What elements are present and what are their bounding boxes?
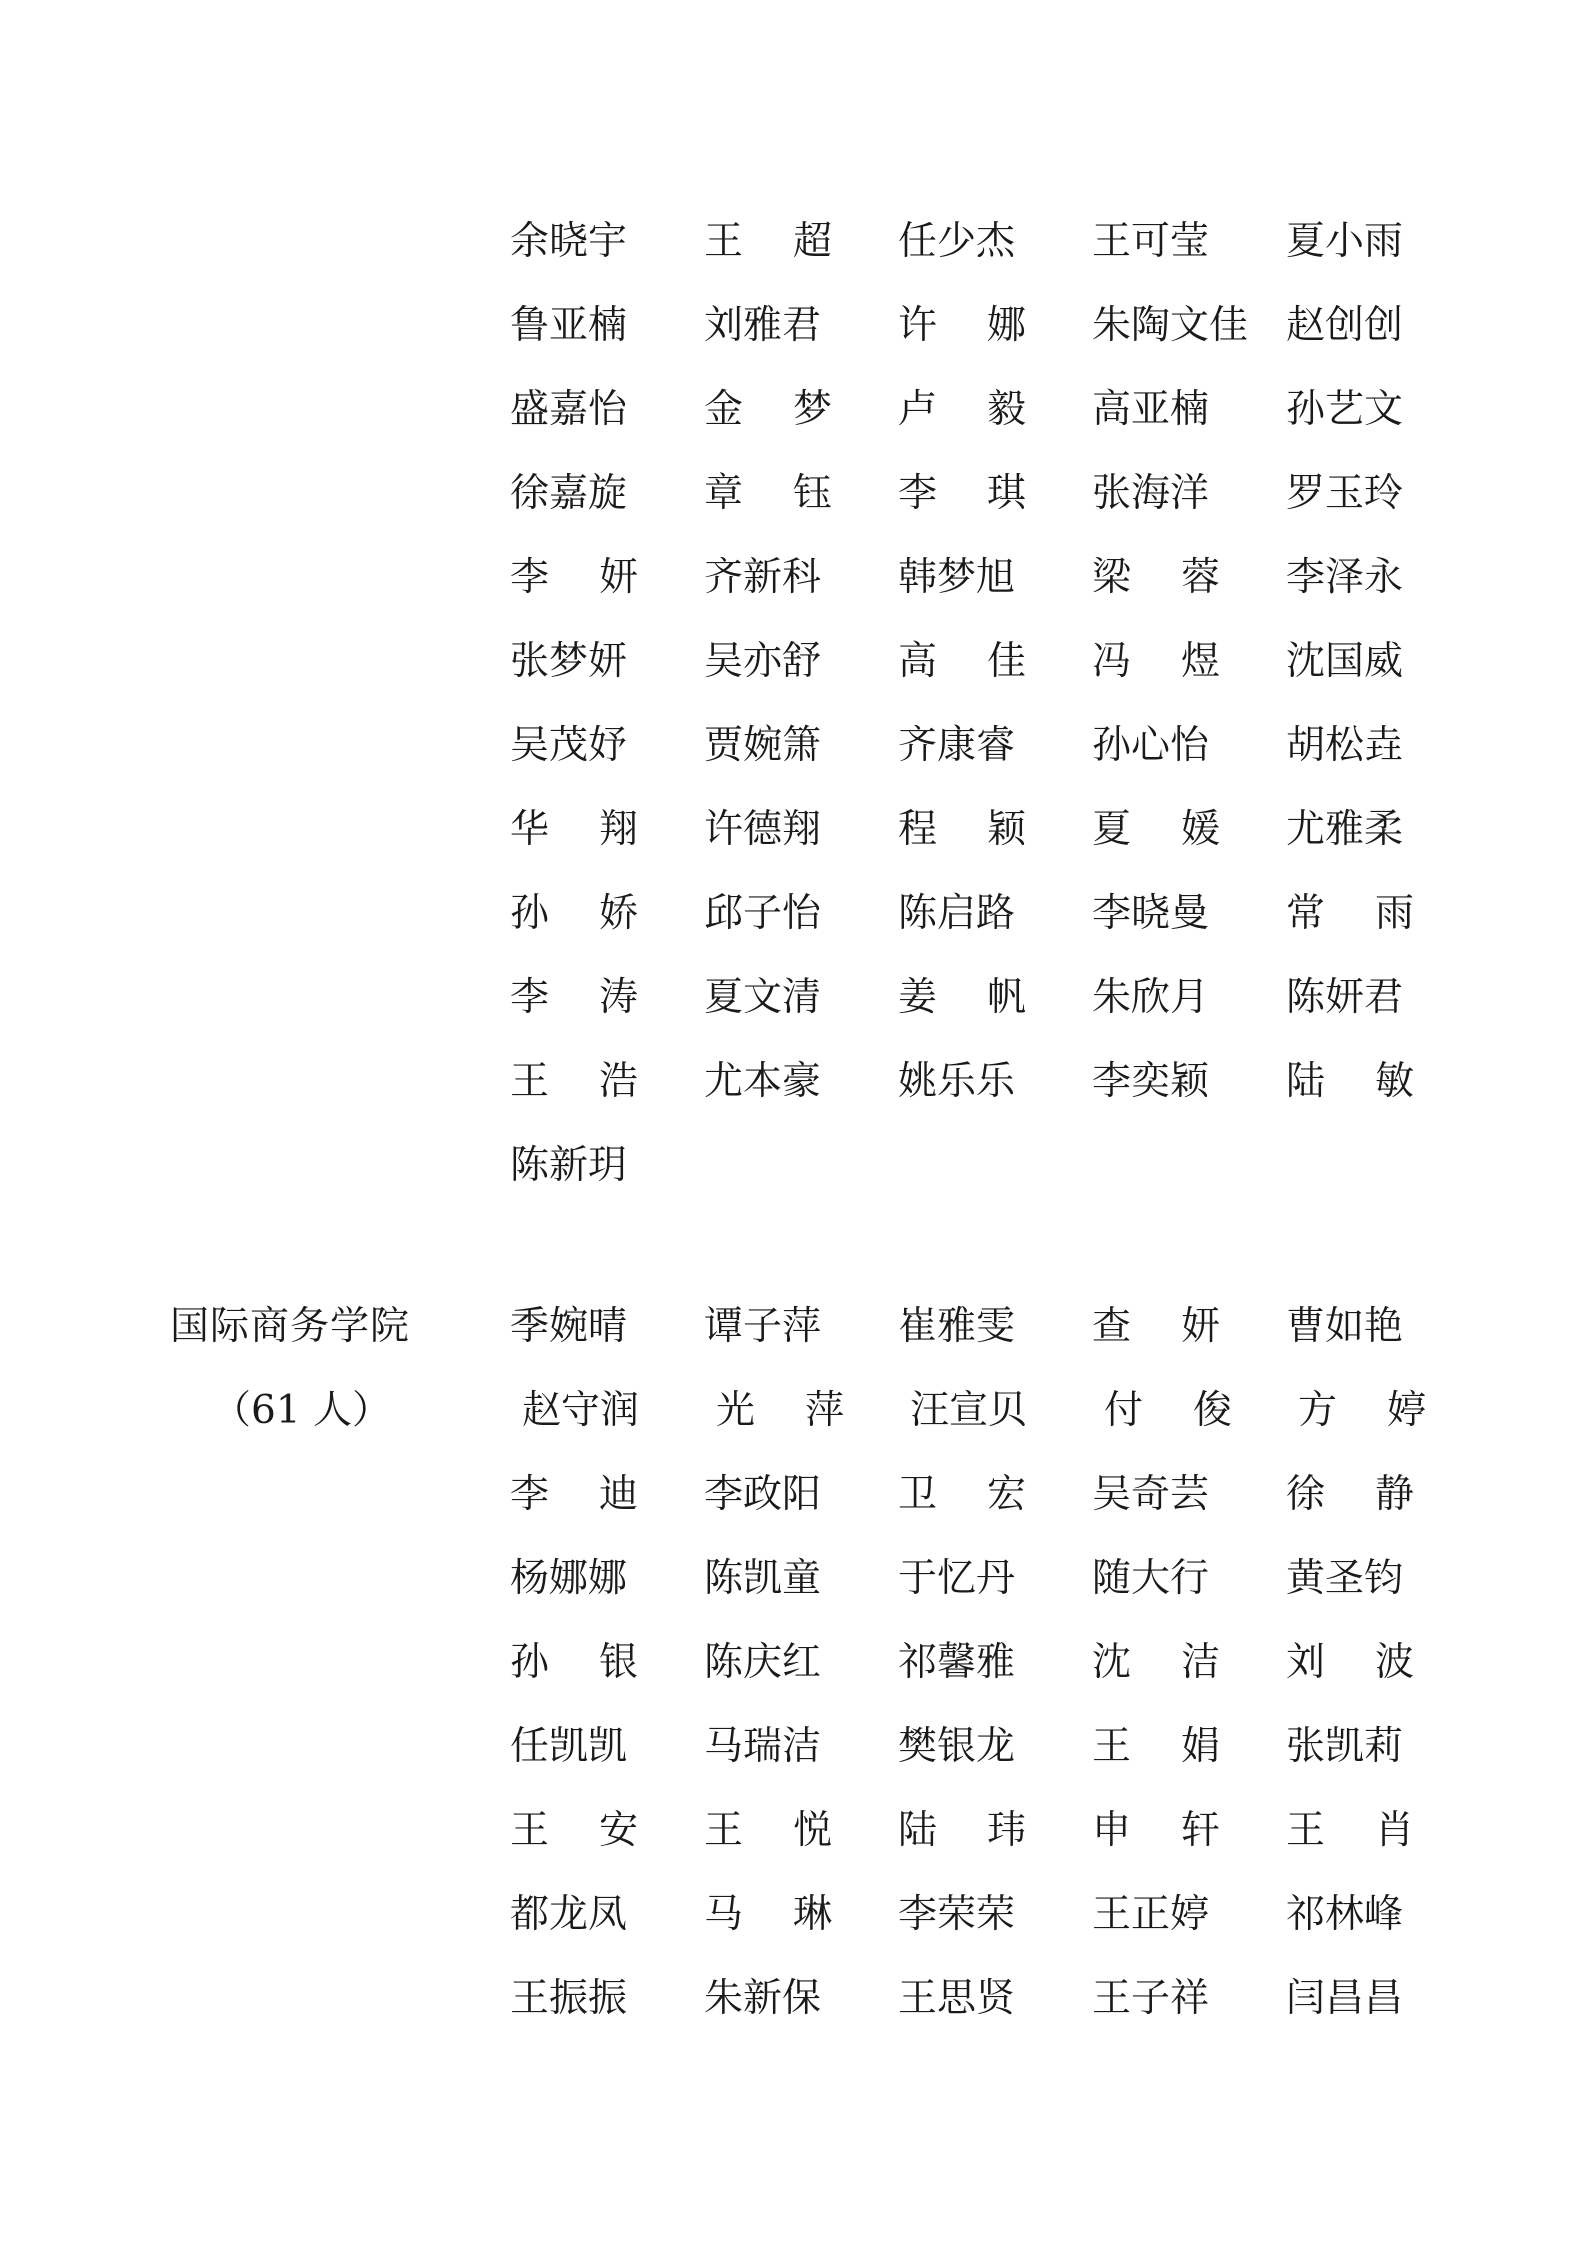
name-row [510, 1537, 1510, 1621]
person-name: 尤本豪 [704, 1059, 822, 1104]
name-row [510, 200, 1510, 284]
person-name: 赵创创 [1286, 303, 1404, 348]
person-name: 李政阳 [704, 1472, 822, 1517]
person-name: 王可莹 [1092, 219, 1210, 264]
person-name: 李妍 [510, 555, 689, 600]
person-name: 余晓宇 [510, 219, 628, 264]
person-name: 高亚楠 [1092, 387, 1210, 432]
person-name: 王安 [510, 1808, 689, 1853]
name-row [510, 1369, 1510, 1453]
person-name: 王悦 [704, 1808, 883, 1853]
person-name: 任少杰 [898, 219, 1016, 264]
name-row [510, 1040, 1510, 1124]
person-name: 王肖 [1286, 1808, 1465, 1853]
person-name: 李涛 [510, 975, 689, 1020]
person-name: 查妍 [1092, 1304, 1271, 1349]
person-name: 王思贤 [898, 1976, 1016, 2021]
name-row [510, 1124, 1510, 1208]
person-name: 付俊 [1104, 1388, 1283, 1433]
person-name: 朱陶文佳 [1092, 303, 1249, 348]
name-row [510, 1453, 1510, 1537]
person-name: 孙娇 [510, 891, 689, 936]
person-name: 章钰 [704, 471, 883, 516]
person-name: 朱新保 [704, 1976, 822, 2021]
person-name: 金梦 [704, 387, 883, 432]
person-name: 孙心怡 [1092, 723, 1210, 768]
person-name: 王子祥 [1092, 1976, 1210, 2021]
person-name: 刘波 [1286, 1640, 1465, 1685]
person-name: 马琳 [704, 1892, 883, 1937]
name-row [510, 1873, 1510, 1957]
person-name: 徐静 [1286, 1472, 1465, 1517]
person-name: 卢毅 [898, 387, 1077, 432]
person-name: 李荣荣 [898, 1892, 1016, 1937]
person-name: 都龙凤 [510, 1892, 628, 1937]
person-name: 随大行 [1092, 1556, 1210, 1601]
person-name: 闫昌昌 [1286, 1976, 1404, 2021]
person-name: 齐新科 [704, 555, 822, 600]
person-name: 姚乐乐 [898, 1059, 1016, 1104]
person-name: 华翔 [510, 807, 689, 852]
name-row [510, 536, 1510, 620]
person-name: 张梦妍 [510, 639, 628, 684]
college-count: （61 人） [212, 1388, 392, 1433]
person-name: 李晓曼 [1092, 891, 1210, 936]
person-name: 陆敏 [1286, 1059, 1465, 1104]
person-name: 夏小雨 [1286, 219, 1404, 264]
person-name: 尤雅柔 [1286, 807, 1404, 852]
person-name: 谭子萍 [704, 1304, 822, 1349]
person-name: 孙艺文 [1286, 387, 1404, 432]
person-name: 胡松垚 [1286, 723, 1404, 768]
person-name: 鲁亚楠 [510, 303, 628, 348]
person-name: 冯煜 [1092, 639, 1271, 684]
person-name: 张海洋 [1092, 471, 1210, 516]
person-name: 陈新玥 [510, 1143, 628, 1188]
person-name: 孙银 [510, 1640, 689, 1685]
person-name: 李琪 [898, 471, 1077, 516]
person-name: 任凯凯 [510, 1724, 628, 1769]
person-name: 沈国威 [1286, 639, 1404, 684]
person-name: 徐嘉旋 [510, 471, 628, 516]
name-row [510, 284, 1510, 368]
person-name: 崔雅雯 [898, 1304, 1016, 1349]
person-name: 吴亦舒 [704, 639, 822, 684]
name-row [510, 704, 1510, 788]
person-name: 陈凯童 [704, 1556, 822, 1601]
person-name: 李泽永 [1286, 555, 1404, 600]
name-row [510, 872, 1510, 956]
person-name: 卫宏 [898, 1472, 1077, 1517]
person-name: 王娟 [1092, 1724, 1271, 1769]
person-name: 祁林峰 [1286, 1892, 1404, 1937]
person-name: 樊银龙 [898, 1724, 1016, 1769]
name-row [510, 1957, 1510, 2041]
college-name: 国际商务学院 [170, 1304, 411, 1349]
name-row [510, 1621, 1510, 1705]
person-name: 张凯莉 [1286, 1724, 1404, 1769]
name-list-top [510, 200, 1510, 1208]
person-name: 马瑞洁 [704, 1724, 822, 1769]
name-row [510, 788, 1510, 872]
person-name: 陈启路 [898, 891, 1016, 936]
college-label [170, 1285, 430, 1453]
name-row [510, 1705, 1510, 1789]
person-name: 汪宣贝 [910, 1388, 1028, 1433]
person-name: 申轩 [1092, 1808, 1271, 1853]
person-name: 光萍 [716, 1388, 895, 1433]
person-name: 韩梦旭 [898, 555, 1016, 600]
person-name: 高佳 [898, 639, 1077, 684]
name-row [510, 1789, 1510, 1873]
person-name: 邱子怡 [704, 891, 822, 936]
name-row [510, 1285, 1510, 1369]
person-name: 方婷 [1298, 1388, 1477, 1433]
person-name: 陈庆红 [704, 1640, 822, 1685]
person-name: 罗玉玲 [1286, 471, 1404, 516]
person-name: 陆玮 [898, 1808, 1077, 1853]
person-name: 许德翔 [704, 807, 822, 852]
person-name: 祁馨雅 [898, 1640, 1016, 1685]
person-name: 王正婷 [1092, 1892, 1210, 1937]
person-name: 王浩 [510, 1059, 689, 1104]
person-name: 常雨 [1286, 891, 1465, 936]
name-row [510, 452, 1510, 536]
person-name: 朱欣月 [1092, 975, 1210, 1020]
person-name: 陈妍君 [1286, 975, 1404, 1020]
person-name: 曹如艳 [1286, 1304, 1404, 1349]
person-name: 沈洁 [1092, 1640, 1271, 1685]
person-name: 吴茂妤 [510, 723, 628, 768]
person-name: 姜帆 [898, 975, 1077, 1020]
person-name: 盛嘉怡 [510, 387, 628, 432]
person-name: 夏媛 [1092, 807, 1271, 852]
person-name: 于忆丹 [898, 1556, 1016, 1601]
person-name: 季婉晴 [510, 1304, 628, 1349]
person-name: 王振振 [510, 1976, 628, 2021]
person-name: 刘雅君 [704, 303, 822, 348]
person-name: 杨娜娜 [510, 1556, 628, 1601]
person-name: 许娜 [898, 303, 1077, 348]
person-name: 李奕颖 [1092, 1059, 1210, 1104]
person-name: 梁蓉 [1092, 555, 1271, 600]
person-name: 李迪 [510, 1472, 689, 1517]
name-list-business [510, 1285, 1510, 2041]
name-row [510, 620, 1510, 704]
person-name: 夏文清 [704, 975, 822, 1020]
person-name: 王超 [704, 219, 883, 264]
person-name: 吴奇芸 [1092, 1472, 1210, 1517]
name-row [510, 368, 1510, 452]
person-name: 齐康睿 [898, 723, 1016, 768]
person-name: 贾婉箫 [704, 723, 822, 768]
name-row [510, 956, 1510, 1040]
person-name: 程颖 [898, 807, 1077, 852]
person-name: 黄圣钧 [1286, 1556, 1404, 1601]
person-name: 赵守润 [522, 1388, 640, 1433]
